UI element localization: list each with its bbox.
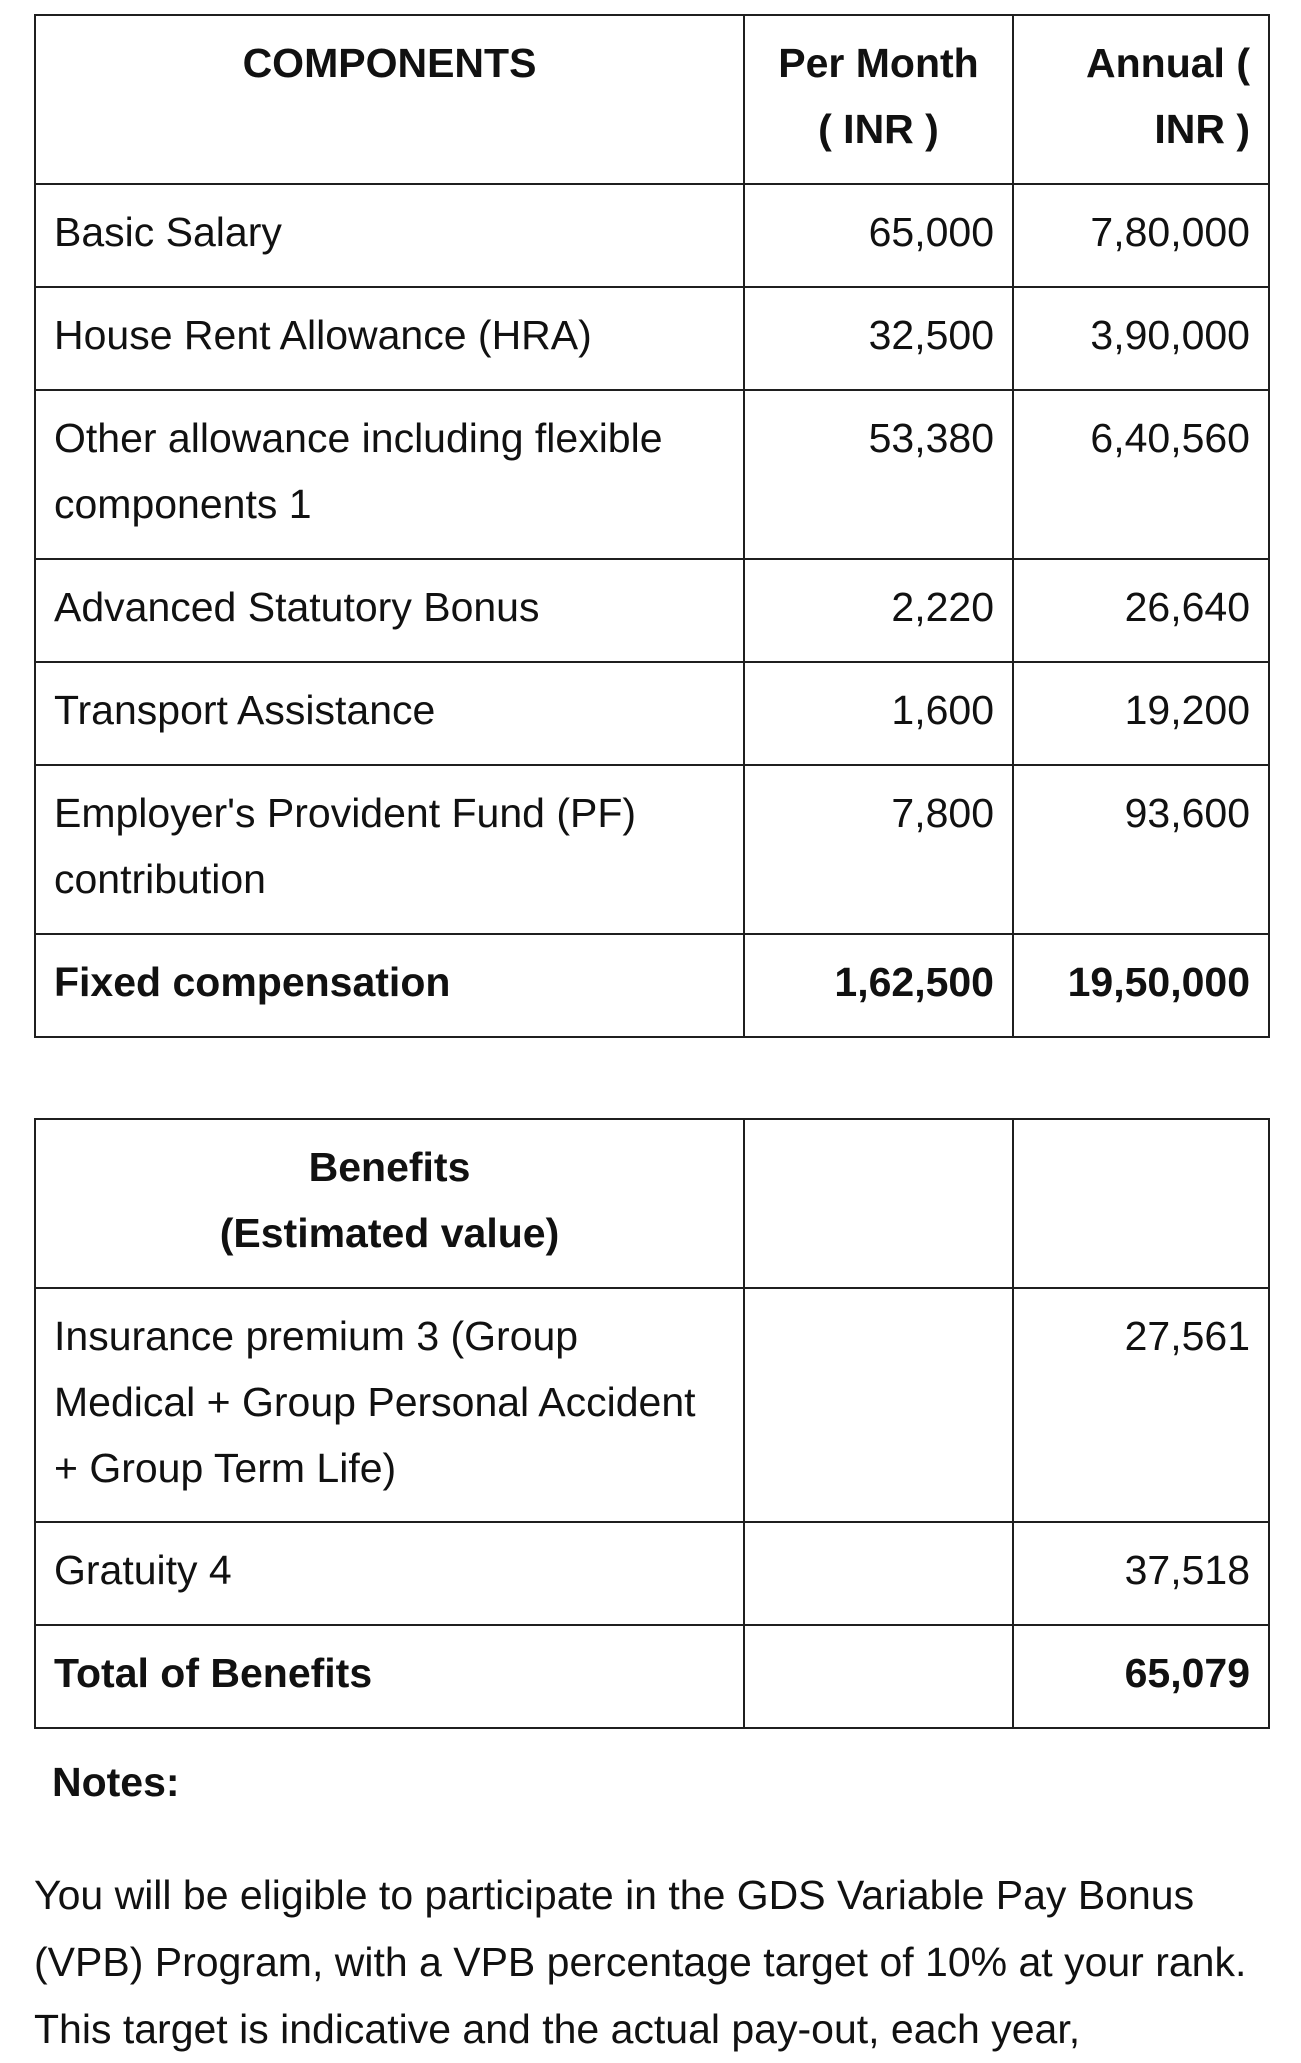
table-row xyxy=(35,1522,1269,1625)
fixed-compensation-row xyxy=(35,934,1269,1037)
row-annual: 6,40,560 xyxy=(1013,390,1269,559)
table-row xyxy=(35,390,1269,559)
total-label: Total of Benefits xyxy=(35,1625,744,1728)
header-empty-annual xyxy=(1013,1119,1269,1288)
header-benefits: Benefits (Estimated value) xyxy=(35,1119,744,1288)
total-benefits-row xyxy=(35,1625,1269,1728)
table-row xyxy=(35,287,1269,390)
row-label: Other allowance including flexible components 1 xyxy=(35,390,744,559)
table-row xyxy=(35,662,1269,765)
total-per-month: 1,62,500 xyxy=(744,934,1013,1037)
row-label: Gratuity 4 xyxy=(35,1522,744,1625)
row-annual: 93,600 xyxy=(1013,765,1269,934)
benefits-header-row xyxy=(35,1119,1269,1288)
components-header-row xyxy=(35,15,1269,184)
notes-text: You will be eligible to participate in the GDS Variable Pay Bonus (VPB) Program, with a VPB percentage target of 10% at your rank. This target is indicative and the actual pay-out, each year, xyxy=(34,1872,1247,2052)
row-per-month: 2,220 xyxy=(744,559,1013,662)
total-annual: 65,079 xyxy=(1013,1625,1269,1728)
row-per-month xyxy=(744,1522,1013,1625)
header-empty-per-month xyxy=(744,1119,1013,1288)
table-row xyxy=(35,1288,1269,1522)
table-row xyxy=(35,559,1269,662)
row-label: House Rent Allowance (HRA) xyxy=(35,287,744,390)
row-annual: 7,80,000 xyxy=(1013,184,1269,287)
table-row xyxy=(35,184,1269,287)
header-per-month: Per Month ( INR ) xyxy=(744,15,1013,184)
notes-title: Notes: xyxy=(52,1759,180,1805)
row-label: Transport Assistance xyxy=(35,662,744,765)
row-annual: 19,200 xyxy=(1013,662,1269,765)
total-per-month xyxy=(744,1625,1013,1728)
components-table xyxy=(34,14,1270,1038)
table-row xyxy=(35,765,1269,934)
row-per-month: 65,000 xyxy=(744,184,1013,287)
header-components: COMPONENTS xyxy=(35,15,744,184)
total-label: Fixed compensation xyxy=(35,934,744,1037)
row-per-month: 32,500 xyxy=(744,287,1013,390)
row-annual: 27,561 xyxy=(1013,1288,1269,1522)
header-annual: Annual ( INR ) xyxy=(1013,15,1269,184)
row-per-month: 1,600 xyxy=(744,662,1013,765)
benefits-table xyxy=(34,1118,1270,1729)
row-label: Insurance premium 3 (Group Medical + Group Personal Accident + Group Term Life) xyxy=(35,1288,744,1522)
row-annual: 37,518 xyxy=(1013,1522,1269,1625)
row-per-month: 53,380 xyxy=(744,390,1013,559)
row-label: Advanced Statutory Bonus xyxy=(35,559,744,662)
row-annual: 3,90,000 xyxy=(1013,287,1269,390)
row-label: Basic Salary xyxy=(35,184,744,287)
total-annual: 19,50,000 xyxy=(1013,934,1269,1037)
row-per-month: 7,800 xyxy=(744,765,1013,934)
row-per-month xyxy=(744,1288,1013,1522)
row-annual: 26,640 xyxy=(1013,559,1269,662)
row-label: Employer's Provident Fund (PF) contribution xyxy=(35,765,744,934)
